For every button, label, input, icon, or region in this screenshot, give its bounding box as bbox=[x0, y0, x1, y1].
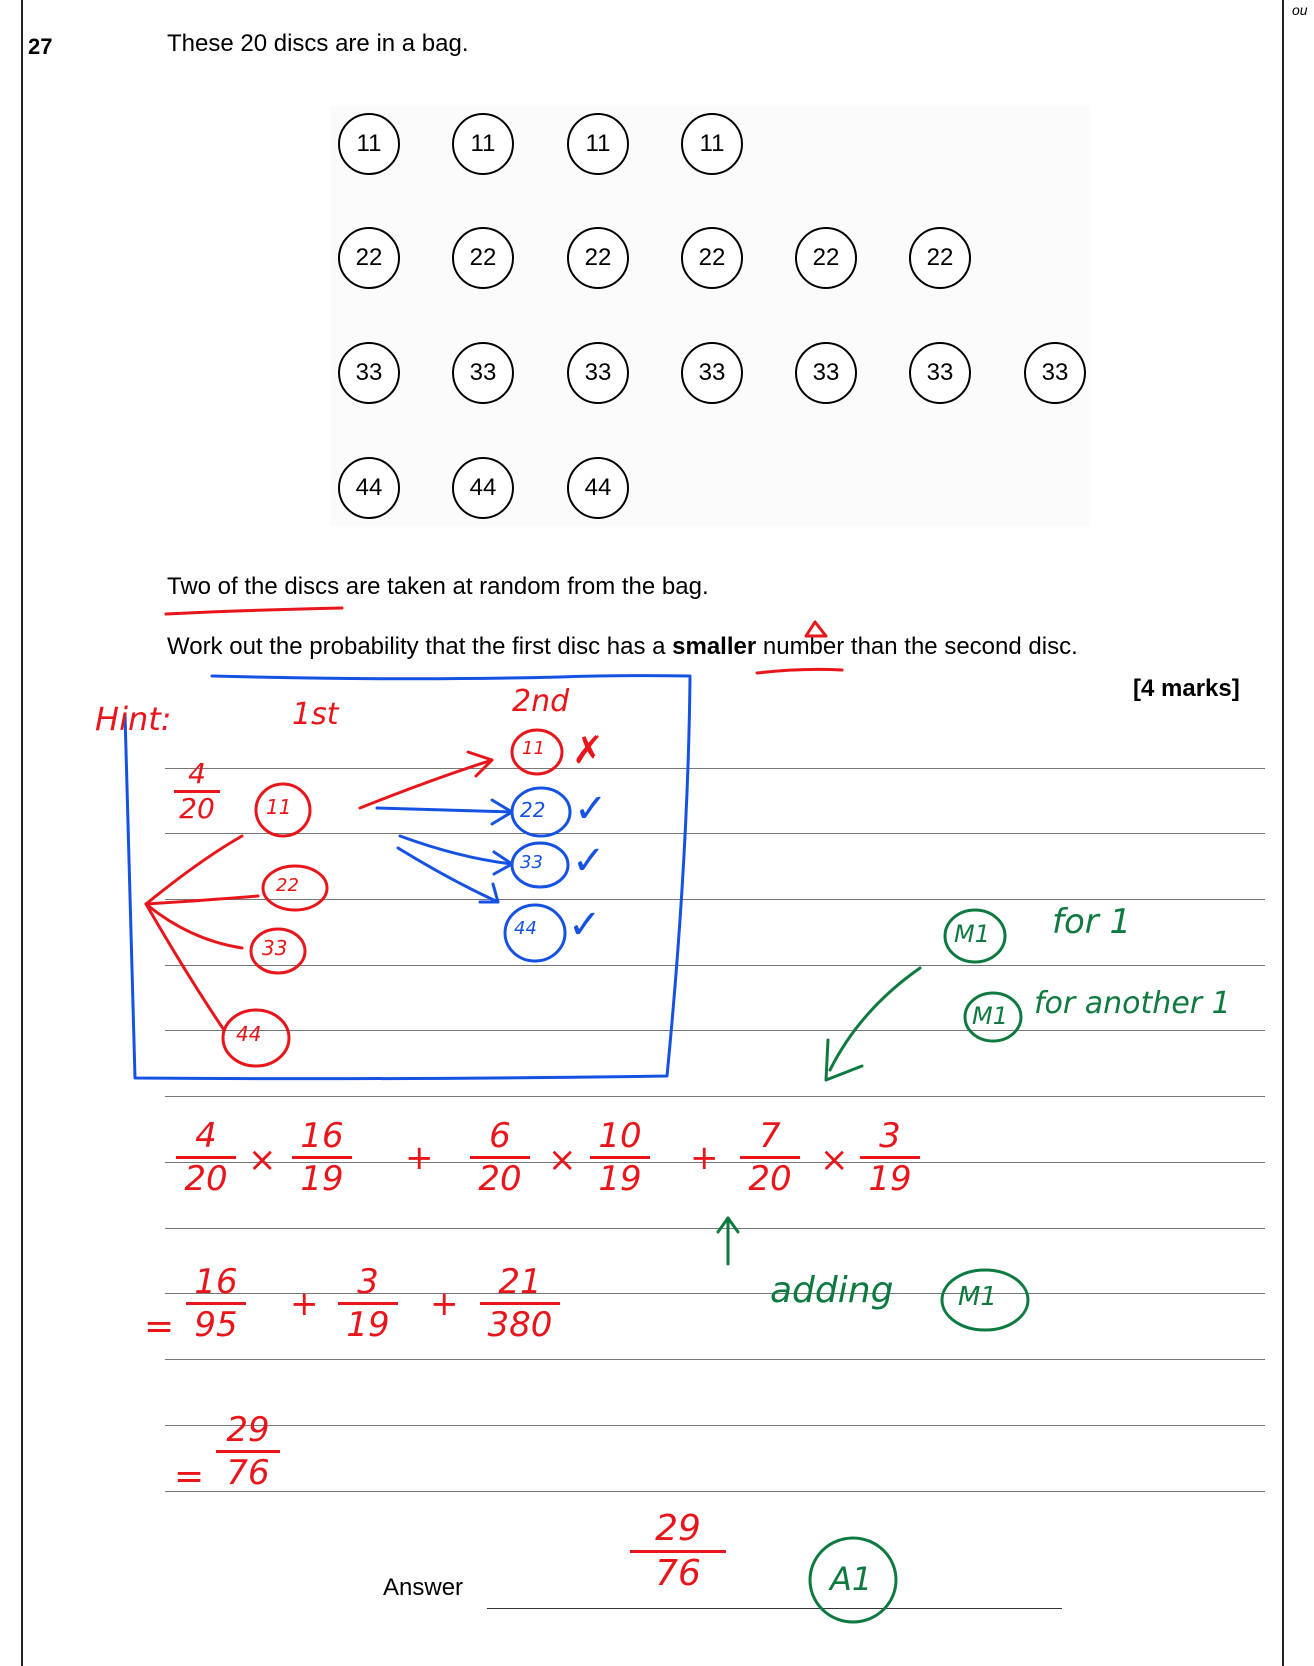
numerator: 6 bbox=[470, 1116, 530, 1159]
for-another-note: for another 1 bbox=[1034, 986, 1231, 1021]
disc-11: 11 bbox=[338, 113, 400, 175]
question-intro: These 20 discs are in a bag. bbox=[167, 30, 469, 57]
disc-11: 11 bbox=[452, 113, 514, 175]
numerator: 29 bbox=[630, 1508, 726, 1553]
second-disc-label: 22 bbox=[520, 798, 546, 822]
denominator: 20 bbox=[748, 1159, 792, 1199]
operator: + bbox=[405, 1138, 434, 1178]
numerator: 3 bbox=[338, 1262, 398, 1305]
hint-fraction bbox=[174, 758, 220, 825]
denominator: 95 bbox=[194, 1305, 238, 1345]
fraction bbox=[292, 1116, 352, 1199]
denominator: 380 bbox=[487, 1305, 553, 1345]
disc-33: 33 bbox=[795, 342, 857, 404]
disc-22: 22 bbox=[795, 227, 857, 289]
denominator: 19 bbox=[868, 1159, 912, 1199]
marks-label: [4 marks] bbox=[1133, 675, 1240, 702]
operator: × bbox=[820, 1140, 849, 1180]
numerator: 16 bbox=[186, 1262, 246, 1305]
for-one-note: for 1 bbox=[1052, 902, 1132, 942]
numerator: 21 bbox=[480, 1262, 560, 1305]
numerator: 29 bbox=[216, 1410, 280, 1453]
denominator: 76 bbox=[226, 1453, 270, 1493]
second-disc-label: 33 bbox=[520, 852, 543, 873]
tick-mark: ✓ bbox=[574, 786, 608, 832]
first-disc-label: 22 bbox=[276, 875, 299, 896]
fraction bbox=[480, 1262, 560, 1345]
fraction bbox=[740, 1116, 800, 1199]
numerator: 16 bbox=[292, 1116, 352, 1159]
numerator: 10 bbox=[590, 1116, 650, 1159]
operator: + bbox=[690, 1138, 719, 1178]
second-disc-label: 11 bbox=[522, 738, 545, 759]
operator: × bbox=[248, 1140, 277, 1180]
denominator: 19 bbox=[598, 1159, 642, 1199]
disc-22: 22 bbox=[909, 227, 971, 289]
corner-mark: ou bbox=[1292, 2, 1308, 18]
hint-fraction-top: 4 bbox=[174, 758, 220, 793]
fraction bbox=[590, 1116, 650, 1199]
numerator: 3 bbox=[860, 1116, 920, 1159]
disc-33: 33 bbox=[338, 342, 400, 404]
m1-badge: M1 bbox=[954, 920, 990, 948]
first-header: 1st bbox=[292, 697, 339, 732]
disc-22: 22 bbox=[338, 227, 400, 289]
denominator: 20 bbox=[184, 1159, 228, 1199]
adding-note: adding bbox=[770, 1270, 894, 1311]
question-line-1: Two of the discs are taken at random from the bag. bbox=[167, 573, 709, 600]
hint-label: Hint: bbox=[95, 700, 172, 738]
fraction bbox=[860, 1116, 920, 1199]
second-disc-label: 44 bbox=[514, 918, 537, 939]
fraction bbox=[338, 1262, 398, 1345]
cross-mark: ✗ bbox=[572, 728, 604, 772]
disc-33: 33 bbox=[681, 342, 743, 404]
disc-11: 11 bbox=[681, 113, 743, 175]
second-header: 2nd bbox=[512, 684, 570, 719]
denominator: 76 bbox=[655, 1553, 701, 1594]
first-disc-label: 44 bbox=[236, 1022, 262, 1046]
tick-mark: ✓ bbox=[568, 902, 602, 948]
hint-fraction-bottom: 20 bbox=[179, 792, 215, 825]
disc-22: 22 bbox=[567, 227, 629, 289]
disc-44: 44 bbox=[567, 457, 629, 519]
disc-44: 44 bbox=[338, 457, 400, 519]
disc-33: 33 bbox=[1024, 342, 1086, 404]
operator: + bbox=[290, 1284, 319, 1324]
m1-badge: M1 bbox=[958, 1282, 997, 1312]
numerator: 4 bbox=[176, 1116, 236, 1159]
numerator: 7 bbox=[740, 1116, 800, 1159]
disc-44: 44 bbox=[452, 457, 514, 519]
operator: × bbox=[548, 1140, 577, 1180]
fraction bbox=[630, 1508, 726, 1595]
m1-badge: M1 bbox=[972, 1002, 1008, 1030]
disc-33: 33 bbox=[909, 342, 971, 404]
disc-33: 33 bbox=[567, 342, 629, 404]
fraction bbox=[186, 1262, 246, 1345]
operator: + bbox=[430, 1284, 459, 1324]
answer-label: Answer bbox=[383, 1574, 464, 1601]
equals-sign: = bbox=[174, 1456, 205, 1497]
fraction bbox=[176, 1116, 236, 1199]
disc-33: 33 bbox=[452, 342, 514, 404]
disc-22: 22 bbox=[452, 227, 514, 289]
denominator: 20 bbox=[478, 1159, 522, 1199]
first-disc-label: 11 bbox=[266, 795, 292, 819]
question-line-2-end: number than the second disc. bbox=[756, 633, 1078, 660]
fraction bbox=[216, 1410, 280, 1493]
first-disc-label: 33 bbox=[262, 936, 288, 960]
a1-badge: A1 bbox=[830, 1560, 873, 1598]
denominator: 19 bbox=[346, 1305, 390, 1345]
disc-11: 11 bbox=[567, 113, 629, 175]
fraction bbox=[470, 1116, 530, 1199]
tick-mark: ✓ bbox=[572, 838, 606, 884]
question-line-2-bold: smaller bbox=[672, 633, 757, 660]
question-number: 27 bbox=[28, 34, 53, 59]
equals-sign: = bbox=[144, 1306, 175, 1347]
denominator: 19 bbox=[300, 1159, 344, 1199]
question-line-2-start: Work out the probability that the first disc has a bbox=[167, 633, 673, 660]
disc-22: 22 bbox=[681, 227, 743, 289]
